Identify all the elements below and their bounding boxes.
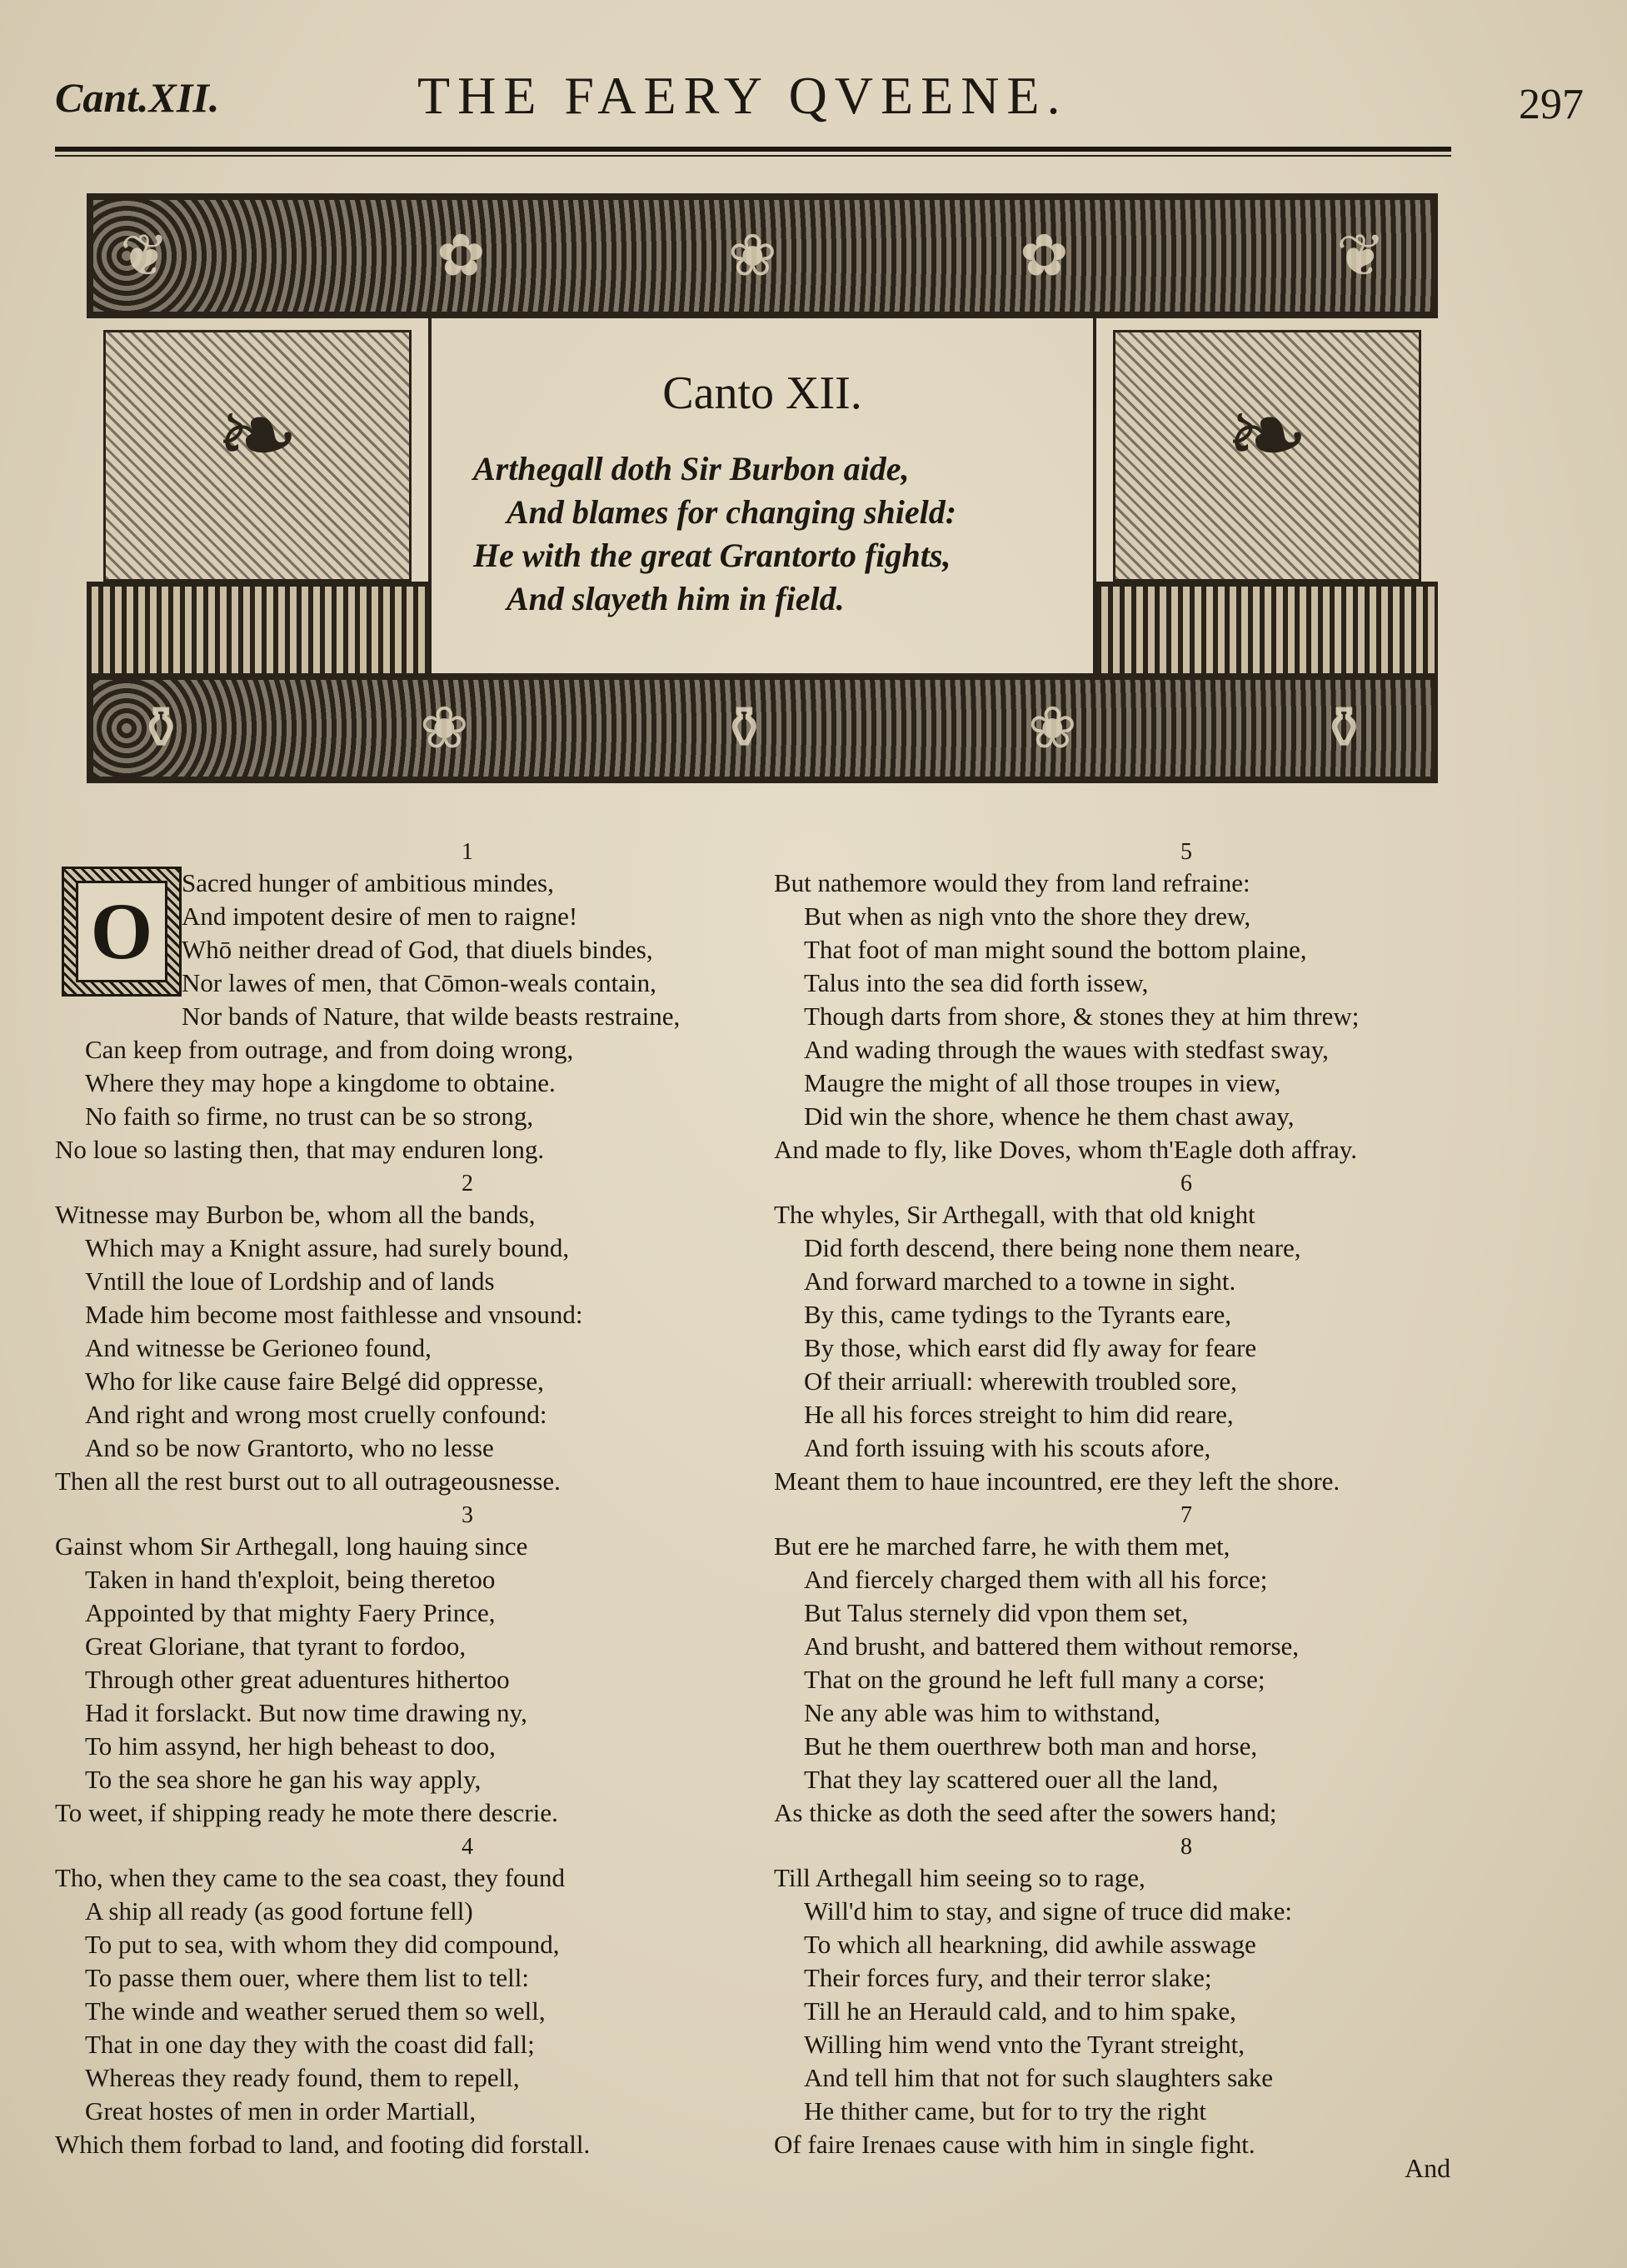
header-rule bbox=[55, 147, 1451, 152]
stanza-number: 2 bbox=[462, 1171, 473, 1196]
verse-line: Till Arthegall him seeing so to rage, bbox=[774, 1863, 1145, 1892]
verse-line: Made him become most faithlesse and vnsound: bbox=[85, 1300, 583, 1329]
verse-line: By this, came tydings to the Tyrants eare, bbox=[804, 1300, 1231, 1329]
verse-line: Taken in hand th'exploit, being theretoo bbox=[85, 1565, 496, 1594]
plinth-left bbox=[87, 582, 428, 673]
flower-ornament-icon: ❀ bbox=[1028, 697, 1077, 762]
verse-line: And brusht, and battered them without remorse, bbox=[804, 1631, 1300, 1661]
stanza-number: 1 bbox=[462, 839, 473, 865]
woodcut-headpiece bbox=[87, 193, 1438, 783]
verse-line: Vntill the loue of Lordship and of lands bbox=[85, 1266, 495, 1296]
canto-argument bbox=[473, 447, 956, 621]
verse-line: Can keep from outrage, and from doing wrong, bbox=[85, 1035, 574, 1064]
stanza bbox=[55, 1530, 780, 1830]
left-column bbox=[55, 838, 780, 2165]
argument-line: And blames for changing shield: bbox=[507, 493, 957, 531]
stanza bbox=[774, 1198, 1499, 1498]
verse-line: But Talus sternely did vpon them set, bbox=[804, 1598, 1189, 1627]
stanza-number: 8 bbox=[1180, 1834, 1192, 1860]
verse-line: Nor bands of Nature, that wilde beasts restraine, bbox=[182, 1002, 681, 1031]
right-column bbox=[774, 838, 1499, 2165]
verse-line: And fiercely charged them with all his force; bbox=[804, 1565, 1268, 1594]
canto-label: Cant.XII. bbox=[55, 74, 220, 121]
verse-line: Talus into the sea did forth issew, bbox=[804, 968, 1149, 997]
ornament-band-bottom bbox=[87, 673, 1438, 783]
argument-line: Arthegall doth Sir Burbon aide, bbox=[473, 450, 910, 487]
catchword: And bbox=[1405, 2153, 1451, 2183]
decorated-initial bbox=[62, 867, 182, 997]
verse-line: That in one day they with the coast did fall; bbox=[85, 2030, 535, 2059]
canto-argument-box bbox=[428, 318, 1096, 673]
stanza-number: 4 bbox=[462, 1834, 473, 1860]
verse-line: To which all hearkning, did awhile asswage bbox=[804, 1930, 1256, 1959]
page-number: 297 bbox=[1519, 81, 1584, 128]
verse-line: No faith so firme, no trust can be so strong, bbox=[85, 1102, 534, 1131]
verse-line: Will'd him to stay, and signe of truce did make: bbox=[804, 1896, 1293, 1926]
verse-line: Their forces fury, and their terror slake; bbox=[804, 1963, 1212, 1992]
verse-line: Which may a Knight assure, had surely bound, bbox=[85, 1233, 570, 1262]
verse-line: Ne any able was him to withstand, bbox=[804, 1698, 1160, 1727]
verse-line: Which them forbad to land, and footing did forstall. bbox=[55, 2130, 591, 2159]
verse-line: But he them ouerthrew both man and horse, bbox=[804, 1731, 1258, 1761]
verse-line: By those, which earst did fly away for feare bbox=[804, 1333, 1257, 1362]
verse-line: Maugre the might of all those troupes in view, bbox=[804, 1068, 1281, 1097]
verse-line: Did forth descend, there being none them neare, bbox=[804, 1233, 1301, 1262]
verse-line: Then all the rest burst out to all outrageousnesse. bbox=[55, 1466, 561, 1496]
verse-line: And wading through the waues with stedfast sway, bbox=[804, 1035, 1329, 1064]
stanza bbox=[774, 867, 1499, 1166]
cherub-panel-right bbox=[1096, 318, 1438, 673]
verse-line: He thither came, but for to try the right bbox=[804, 2096, 1206, 2126]
initial-letter: O bbox=[76, 881, 167, 982]
canto-title: Canto XII. bbox=[662, 367, 862, 419]
verse-line: The winde and weather serued them so well, bbox=[85, 1996, 546, 2026]
argument-line: And slayeth him in field. bbox=[507, 580, 845, 617]
cherub-icon: ❧ bbox=[1225, 380, 1310, 492]
verse-line: And impotent desire of men to raigne! bbox=[182, 902, 578, 931]
flower-ornament-icon: ❀ bbox=[728, 224, 777, 289]
ornament-band-top bbox=[87, 193, 1438, 318]
header-rule-thin bbox=[55, 155, 1451, 157]
verse-line: Who for like cause faire Belgé did oppresse, bbox=[85, 1366, 544, 1396]
stanza bbox=[774, 1530, 1499, 1830]
verse-line: And forth issuing with his scouts afore, bbox=[804, 1433, 1211, 1462]
flower-ornament-icon: ✿ bbox=[1020, 224, 1069, 289]
verse-line: Sacred hunger of ambitious mindes, bbox=[182, 868, 554, 897]
verse-line: To weet, if shipping ready he mote there descrie. bbox=[55, 1798, 558, 1827]
flower-ornament-icon: ❦ bbox=[120, 224, 169, 289]
verse-line: To him assynd, her high beheast to doo, bbox=[85, 1731, 496, 1761]
vase-ornament-icon: ⚱ bbox=[720, 697, 769, 762]
verse-line: Though darts from shore, & stones they at him threw; bbox=[804, 1002, 1360, 1031]
cherub-panel-left bbox=[87, 318, 428, 673]
verse-line: That they lay scattered ouer all the land, bbox=[804, 1765, 1219, 1794]
verse-line: That on the ground he left full many a corse; bbox=[804, 1665, 1265, 1694]
stanza bbox=[55, 1198, 780, 1498]
verse-line: Whō neither dread of God, that diuels bindes, bbox=[182, 935, 653, 964]
verse-line: Tho, when they came to the sea coast, they found bbox=[55, 1863, 566, 1892]
verse-line: Did win the shore, whence he them chast away, bbox=[804, 1102, 1295, 1131]
verse-line: And forward marched to a towne in sight. bbox=[804, 1266, 1236, 1296]
verse-line: Of their arriuall: wherewith troubled sore, bbox=[804, 1366, 1237, 1396]
verse-line: But nathemore would they from land refraine: bbox=[774, 868, 1250, 897]
verse-line: Where they may hope a kingdome to obtaine. bbox=[85, 1068, 556, 1097]
argument-line: He with the great Grantorto fights, bbox=[473, 537, 951, 574]
verse-line: Great hostes of men in order Martiall, bbox=[85, 2096, 477, 2126]
verse-line: And tell him that not for such slaughters sake bbox=[804, 2063, 1274, 2092]
verse-line: But ere he marched farre, he with them met, bbox=[774, 1531, 1230, 1561]
verse-line: A ship all ready (as good fortune fell) bbox=[85, 1896, 473, 1926]
verse-line: Witnesse may Burbon be, whom all the bands, bbox=[55, 1200, 536, 1229]
verse-line: That foot of man might sound the bottom plaine, bbox=[804, 935, 1307, 964]
verse-line: Appointed by that mighty Faery Prince, bbox=[85, 1598, 496, 1627]
verse-line: And right and wrong most cruelly confound: bbox=[85, 1400, 547, 1429]
vase-ornament-icon: ⚱ bbox=[137, 697, 186, 762]
verse-line: Till he an Herauld cald, and to him spake, bbox=[804, 1996, 1236, 2026]
verse-line: Meant them to haue incountred, ere they left the shore. bbox=[774, 1466, 1340, 1496]
stanza bbox=[55, 1861, 780, 2161]
verse-line: Gainst whom Sir Arthegall, long hauing since bbox=[55, 1531, 528, 1561]
stanza-number: 3 bbox=[462, 1502, 473, 1528]
verse-line: Whereas they ready found, them to repell, bbox=[85, 2063, 520, 2092]
verse-line: To the sea shore he gan his way apply, bbox=[85, 1765, 482, 1794]
verse-line: He all his forces streight to him did reare, bbox=[804, 1400, 1234, 1429]
plinth-right bbox=[1096, 582, 1438, 673]
running-header bbox=[55, 65, 1584, 142]
book-title: THE FAERY QVEENE. bbox=[417, 66, 1068, 125]
verse-line: Great Gloriane, that tyrant to fordoo, bbox=[85, 1631, 467, 1661]
stanza-number: 6 bbox=[1180, 1171, 1192, 1196]
verse-line: The whyles, Sir Arthegall, with that old knight bbox=[774, 1200, 1255, 1229]
verse-line: And so be now Grantorto, who no lesse bbox=[85, 1433, 494, 1462]
verse-line: Through other great aduentures hithertoo bbox=[85, 1665, 510, 1694]
verse-line: To put to sea, with whom they did compound, bbox=[85, 1930, 560, 1959]
verse-line: To passe them ouer, where them list to tell: bbox=[85, 1963, 529, 1992]
verse-line: And witnesse be Gerioneo found, bbox=[85, 1333, 432, 1362]
verse-line: But when as nigh vnto the shore they drew, bbox=[804, 902, 1251, 931]
vase-ornament-icon: ⚱ bbox=[1320, 697, 1369, 762]
verse-line: Willing him wend vnto the Tyrant streight, bbox=[804, 2030, 1245, 2059]
flower-ornament-icon: ✿ bbox=[437, 224, 486, 289]
verse-line: Nor lawes of men, that Cōmon-weals contain, bbox=[182, 968, 656, 997]
verse-line: Had it forslackt. But now time drawing ny, bbox=[85, 1698, 527, 1727]
verse-line: No loue so lasting then, that may enduren long. bbox=[55, 1135, 545, 1164]
flower-ornament-icon: ❀ bbox=[420, 697, 469, 762]
stanza-number: 7 bbox=[1180, 1502, 1192, 1528]
cherub-icon: ❧ bbox=[215, 380, 300, 492]
stanza-number: 5 bbox=[1180, 839, 1192, 865]
flower-ornament-icon: ❦ bbox=[1336, 224, 1385, 289]
verse-line: As thicke as doth the seed after the sowers hand; bbox=[774, 1798, 1277, 1827]
stanza bbox=[774, 1861, 1499, 2161]
verse-line: And made to fly, like Doves, whom th'Eagle doth affray. bbox=[774, 1135, 1358, 1164]
verse-line: Of faire Irenaes cause with him in single fight. bbox=[774, 2130, 1255, 2159]
